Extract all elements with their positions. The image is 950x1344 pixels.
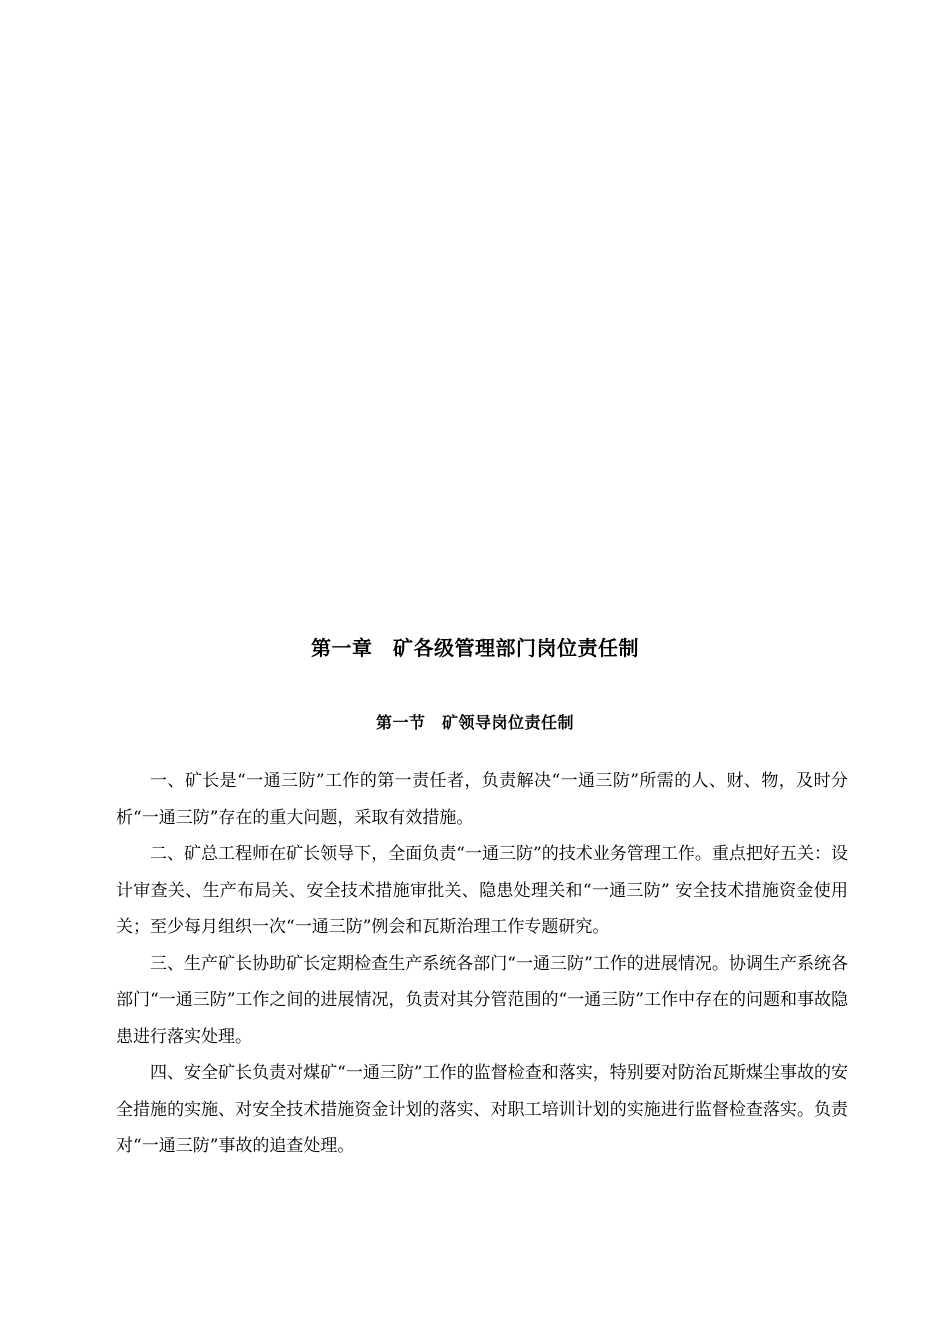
paragraph-2: 二、矿总工程师在矿长领导下，全面负责“一通三防”的技术业务管理工作。重点把好五关：设计审查关、生产布局关、安全技术措施审批关、隐患处理关和“一通三防” 安全技术措施资金使用关；至少每月组织一次“一通三防”例会和瓦斯治理工作专题研究。 [116, 844, 848, 937]
section-title: 第一节 矿领导岗位责任制 [375, 713, 574, 732]
paragraph-4: 四、安全矿长负责对煤矿“一通三防”工作的监督检查和落实，特别要对防治瓦斯煤尘事故的安全措施的实施、对安全技术措施资金计划的落实、对职工培训计划的实施进行监督检查落实。负责对“一通三防”事故的追查处理。 [116, 1063, 848, 1156]
paragraph-3: 三、生产矿长协助矿长定期检查生产系统各部门“一通三防”工作的进展情况。协调生产系统各部门“一通三防”工作之间的进展情况，负责对其分管范围的“一通三防”工作中存在的问题和事故隐患进行落实处理。 [116, 953, 848, 1047]
body-text [116, 763, 848, 1165]
paragraph-1: 一、矿长是“一通三防”工作的第一责任者，负责解决“一通三防”所需的人、财、物，及时分析“一通三防”存在的重大问题，采取有效措施。 [116, 771, 848, 828]
chapter-title: 第一章 矿各级管理部门岗位责任制 [311, 636, 639, 660]
